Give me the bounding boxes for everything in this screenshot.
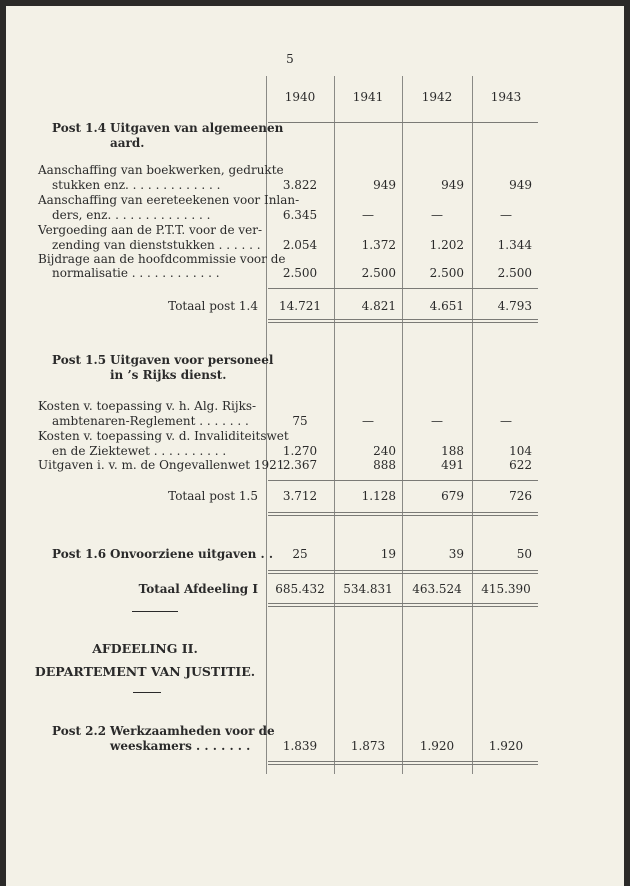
header-rule (268, 122, 538, 123)
total-cell: 534.831 (343, 582, 393, 596)
total-cell: 14.721 (279, 299, 321, 313)
cell: 2.500 (429, 266, 464, 280)
cell: 949 (509, 178, 532, 192)
post-title: Werkzaamheden voor de (110, 724, 275, 738)
cell: 1.839 (282, 739, 318, 753)
row-label: Kosten v. toepassing v. h. Alg. Rijks- (38, 399, 257, 413)
double-rule (268, 322, 538, 323)
page-number: 5 (286, 52, 294, 66)
post-title: aard. (110, 136, 145, 150)
cell: 1.344 (497, 238, 532, 252)
double-rule (268, 764, 538, 765)
double-rule (268, 570, 538, 571)
total-cell: 4.793 (497, 299, 532, 313)
cell: — (431, 414, 443, 428)
cell: 1.372 (361, 238, 396, 252)
post-number: Post 1.4 (52, 121, 107, 135)
cell: 949 (441, 178, 464, 192)
cell: 25 (292, 547, 308, 561)
cell: 888 (373, 458, 396, 472)
post-title: in ’s Rijks dienst. (110, 368, 227, 382)
row-label: zending van dienststukken . . . . . . (52, 238, 261, 252)
row-label: Vergoeding aan de P.T.T. voor de ver- (38, 223, 263, 237)
total-cell: 463.524 (412, 582, 462, 596)
column-rule (402, 76, 403, 774)
year-header: 1943 (490, 90, 522, 104)
cell: 2.054 (282, 238, 318, 252)
cell: 1.920 (419, 739, 455, 753)
cell: 104 (509, 444, 532, 458)
cell: 75 (292, 414, 308, 428)
total-cell: 1.128 (361, 489, 396, 503)
cell: 2.367 (282, 458, 318, 472)
row-label: Aanschaffing van boekwerken, gedrukte (38, 163, 284, 177)
post-number: Post 2.2 (52, 724, 107, 738)
total-cell: 679 (441, 489, 464, 503)
cell: 19 (380, 547, 396, 561)
subtotal-rule (268, 480, 538, 481)
row-label: ambtenaren-Reglement . . . . . . . (52, 414, 249, 428)
double-rule (268, 761, 538, 762)
column-rule (266, 76, 267, 774)
cell: 1.873 (350, 739, 386, 753)
cell: 39 (448, 547, 464, 561)
cell: — (431, 208, 443, 222)
row-label: Kosten v. toepassing v. d. Invaliditeitswet (38, 429, 289, 443)
year-header: 1942 (421, 90, 453, 104)
cell: 949 (373, 178, 396, 192)
total-cell: 726 (509, 489, 532, 503)
post-title: Uitgaven van algemeenen (110, 121, 284, 135)
double-rule (268, 573, 538, 574)
year-header: 1941 (352, 90, 384, 104)
section-title: AFDEELING II. (92, 641, 198, 656)
double-rule (268, 319, 538, 320)
row-label: Aanschaffing van eereteekenen voor Inlan- (38, 193, 300, 207)
cell: — (362, 208, 374, 222)
cell: 1.920 (488, 739, 524, 753)
row-label: en de Ziektewet . . . . . . . . . . (52, 444, 227, 458)
row-label: stukken enz. . . . . . . . . . . . . (52, 178, 221, 192)
cell: 188 (441, 444, 464, 458)
post-title: weeskamers . . . . . . . (110, 739, 251, 753)
total-cell: 4.821 (361, 299, 396, 313)
section-divider (133, 692, 161, 693)
cell: — (362, 414, 374, 428)
post-number: Post 1.6 (52, 547, 107, 561)
row-label: ders, enz. . . . . . . . . . . . . . (52, 208, 211, 222)
cell: 2.500 (497, 266, 532, 280)
section-subtitle: DEPARTEMENT VAN JUSTITIE. (34, 664, 256, 679)
year-header: 1940 (284, 90, 316, 104)
post-title: Uitgaven voor personeel (110, 353, 274, 367)
cell: — (500, 414, 512, 428)
double-rule (268, 606, 538, 607)
cell: 1.270 (282, 444, 318, 458)
row-label: Bijdrage aan de hoofdcommissie voor de (38, 252, 286, 266)
post-number: Post 1.5 (52, 353, 107, 367)
row-label: Uitgaven i. v. m. de Ongevallenwet 1921 (38, 458, 285, 472)
total-cell: 415.390 (481, 582, 531, 596)
total-cell: 685.432 (275, 582, 325, 596)
cell: 2.500 (282, 266, 318, 280)
subtotal-rule (268, 288, 538, 289)
double-rule (268, 603, 538, 604)
row-label: normalisatie . . . . . . . . . . . . (52, 266, 220, 280)
total-cell: 3.712 (282, 489, 318, 503)
column-rule (334, 76, 335, 774)
total-label: Totaal post 1.5 (168, 489, 258, 503)
cell: 622 (509, 458, 532, 472)
cell: — (500, 208, 512, 222)
total-label: Totaal Afdeeling I (138, 582, 258, 596)
post-title: Onvoorziene uitgaven . . (110, 547, 274, 561)
cell: 50 (516, 547, 532, 561)
cell: 240 (373, 444, 396, 458)
column-rule (472, 76, 473, 774)
cell: 1.202 (429, 238, 464, 252)
total-cell: 4.651 (429, 299, 464, 313)
section-divider (132, 611, 178, 612)
double-rule (268, 515, 538, 516)
cell: 6.345 (282, 208, 318, 222)
cell: 2.500 (361, 266, 396, 280)
total-label: Totaal post 1.4 (168, 299, 258, 313)
cell: 491 (441, 458, 464, 472)
cell: 3.822 (282, 178, 318, 192)
double-rule (268, 512, 538, 513)
